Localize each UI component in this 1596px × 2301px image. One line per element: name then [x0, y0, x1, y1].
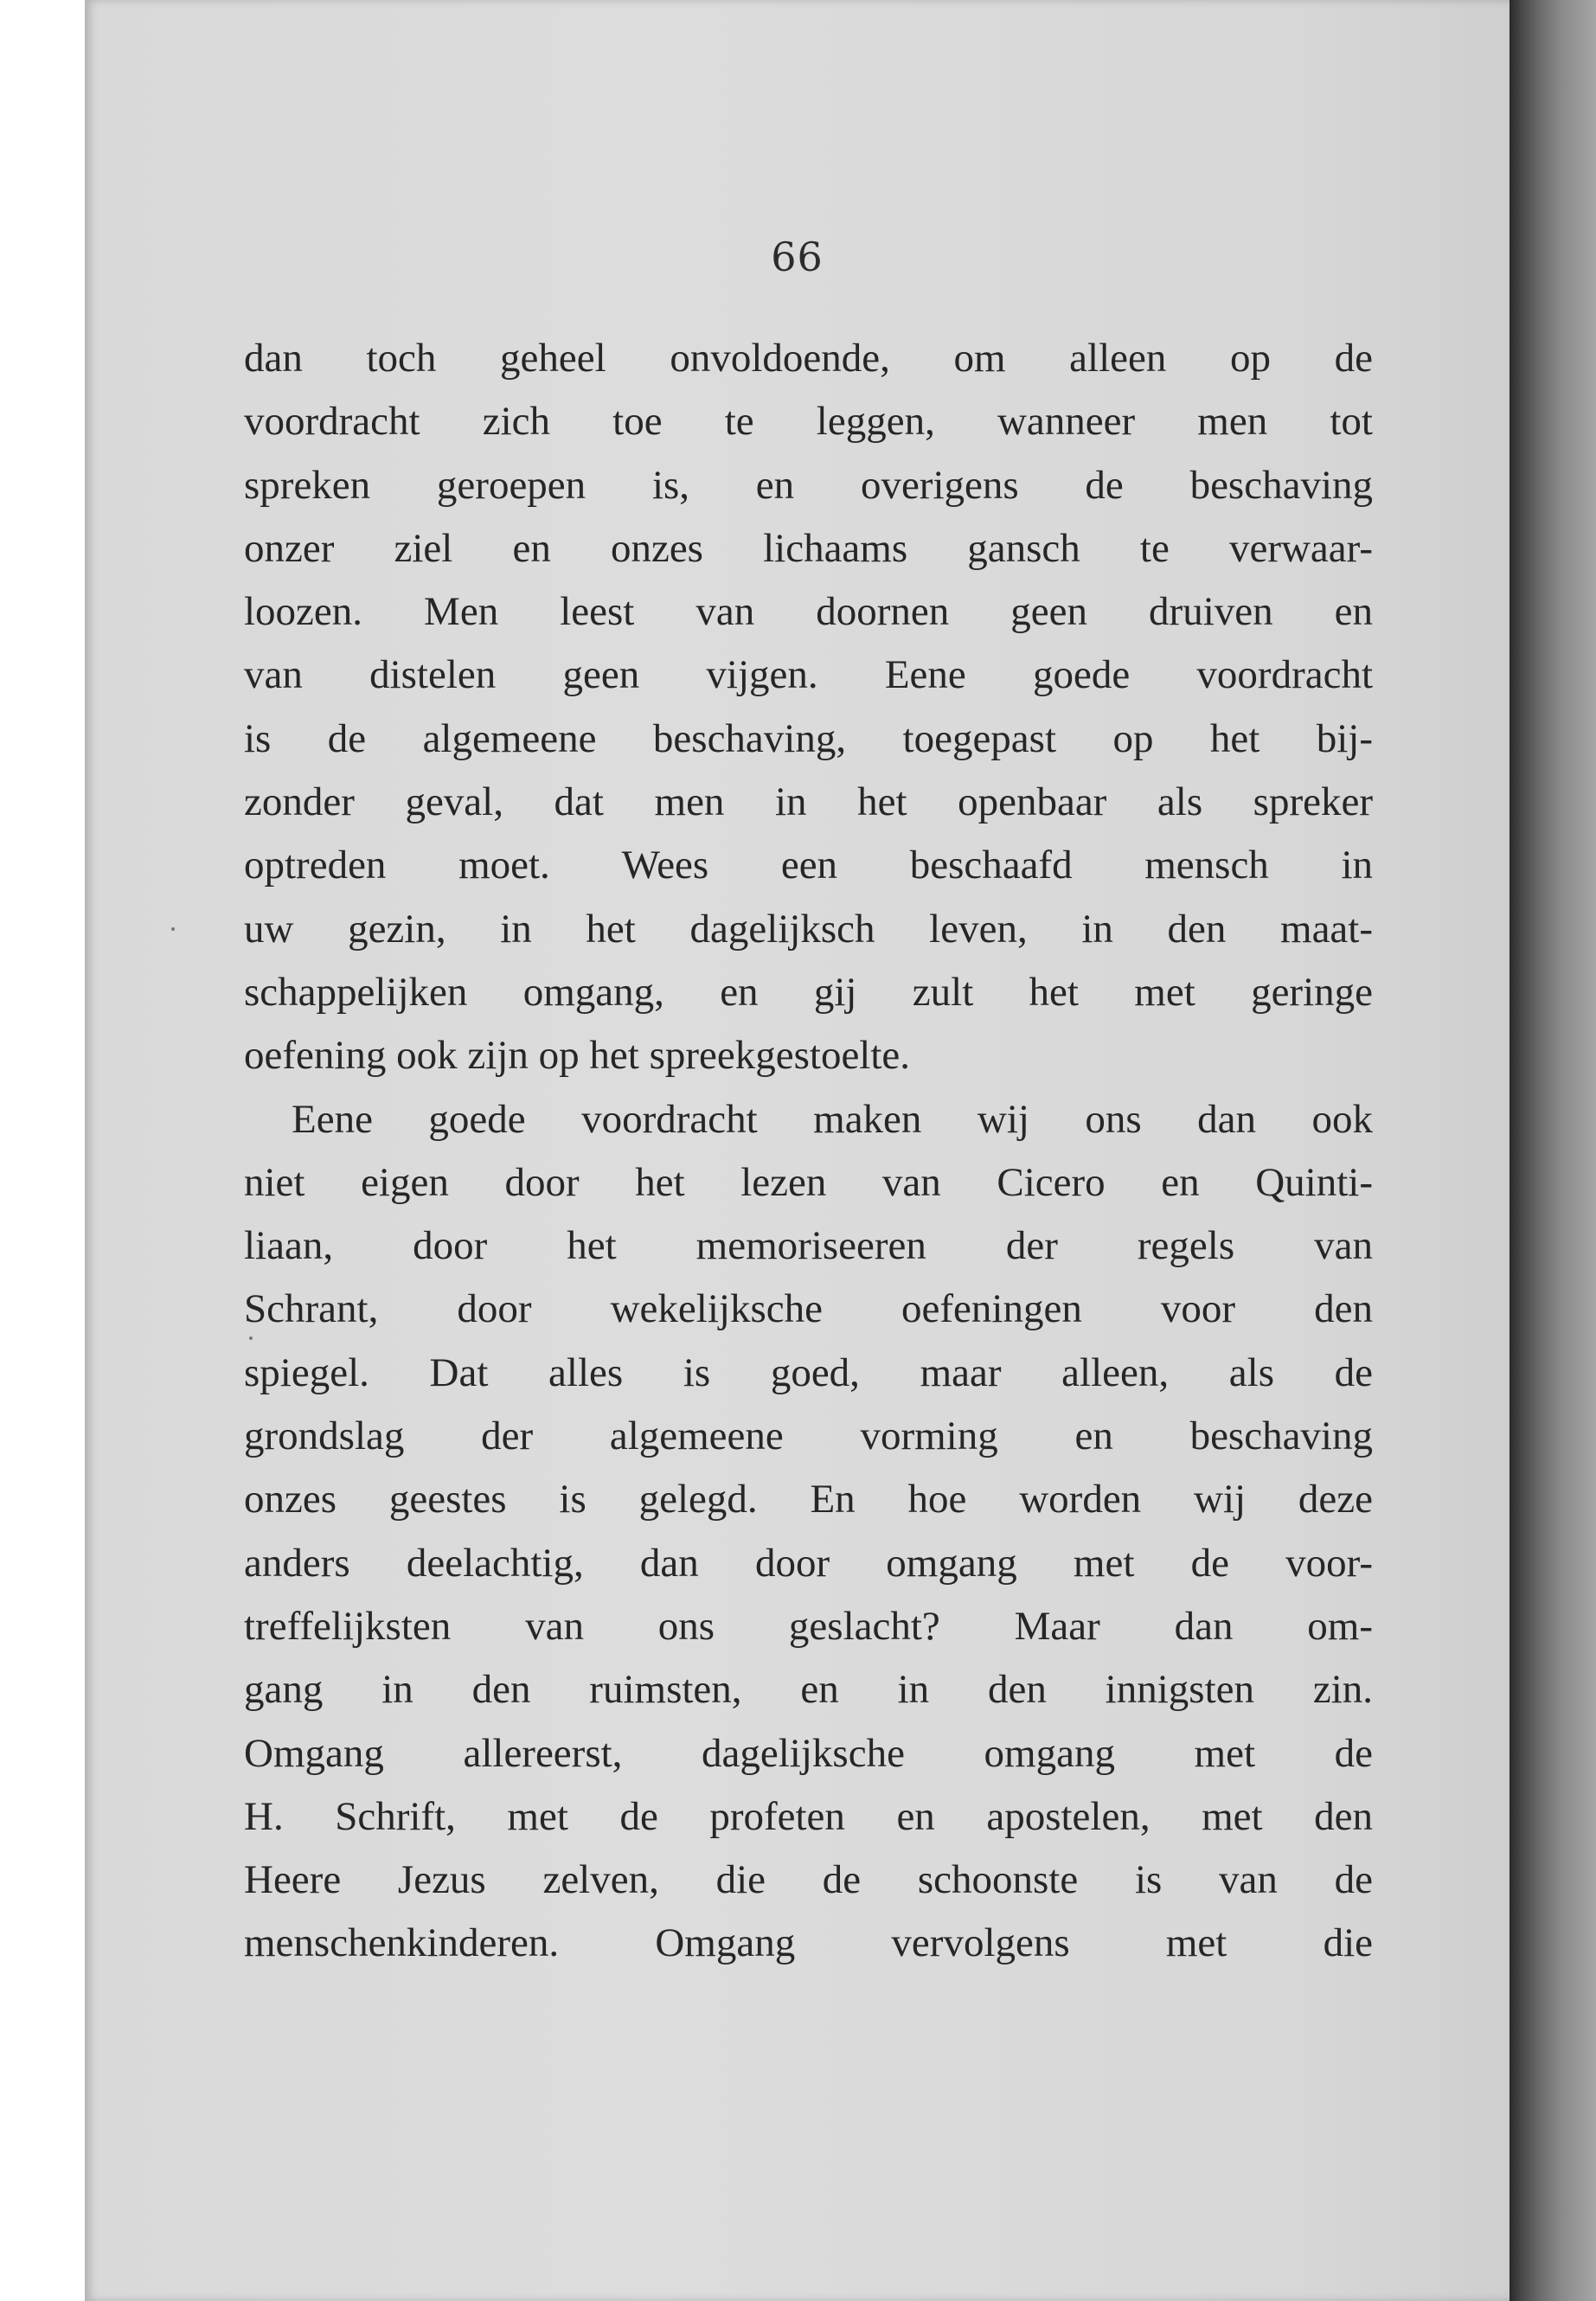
- text-line: Eene goede voordracht maken wij ons dan ook: [292, 1096, 1373, 1142]
- text-line: grondslag der algemeene vorming en beschaving: [244, 1413, 1373, 1459]
- text-line: liaan, door het memoriseeren der regels van: [244, 1223, 1373, 1269]
- text-line: Heere Jezus zelven, die de schoonste is van de: [244, 1857, 1373, 1903]
- body-text: [244, 327, 1373, 1976]
- text-line: loozen. Men leest van doornen geen druiven en: [244, 589, 1373, 635]
- text-line: spreken geroepen is, en overigens de beschaving: [244, 462, 1373, 508]
- text-line: voordracht zich toe te leggen, wanneer men tot: [244, 399, 1373, 445]
- text-line: onzer ziel en onzes lichaams gansch te verwaar-: [244, 525, 1373, 571]
- text-line: Omgang allereerst, dagelijksche omgang met de: [244, 1730, 1373, 1776]
- text-line: onzes geestes is gelegd. En hoe worden wij deze: [244, 1477, 1373, 1522]
- text-line: zonder geval, dat men in het openbaar als spreker: [244, 779, 1373, 825]
- scan-speck: [171, 927, 175, 931]
- text-line: optreden moet. Wees een beschaafd mensch in: [244, 843, 1373, 888]
- text-line: anders deelachtig, dan door omgang met de voor-: [244, 1540, 1373, 1586]
- text-line: uw gezin, in het dagelijksch leven, in den maat-: [244, 906, 1373, 952]
- page-number: 66: [771, 234, 824, 280]
- text-line: H. Schrift, met de profeten en apostelen, met den: [244, 1793, 1373, 1839]
- scan-margin-left: [0, 0, 85, 2301]
- text-line: niet eigen door het lezen van Cicero en Quinti-: [244, 1159, 1373, 1205]
- text-line: spiegel. Dat alles is goed, maar alleen, als de: [244, 1349, 1373, 1395]
- text-line: schappelijken omgang, en gij zult het met geringe: [244, 969, 1373, 1015]
- text-line: treffelijksten van ons geslacht? Maar dan om-: [244, 1603, 1373, 1649]
- text-line: menschenkinderen. Omgang vervolgens met die: [244, 1920, 1373, 1966]
- text-line: Schrant, door wekelijksche oefeningen voor den: [244, 1286, 1373, 1332]
- text-line: van distelen geen vijgen. Eene goede voordracht: [244, 652, 1373, 698]
- page-edge-shadow: [1509, 0, 1596, 2301]
- text-line: gang in den ruimsten, en in den innigsten zin.: [244, 1667, 1373, 1713]
- text-line: oefening ook zijn op het spreekgestoelte.: [244, 1033, 911, 1079]
- text-line: is de algemeene beschaving, toegepast op het bij-: [244, 715, 1373, 761]
- text-line: dan toch geheel onvoldoende, om alleen op de: [244, 336, 1373, 381]
